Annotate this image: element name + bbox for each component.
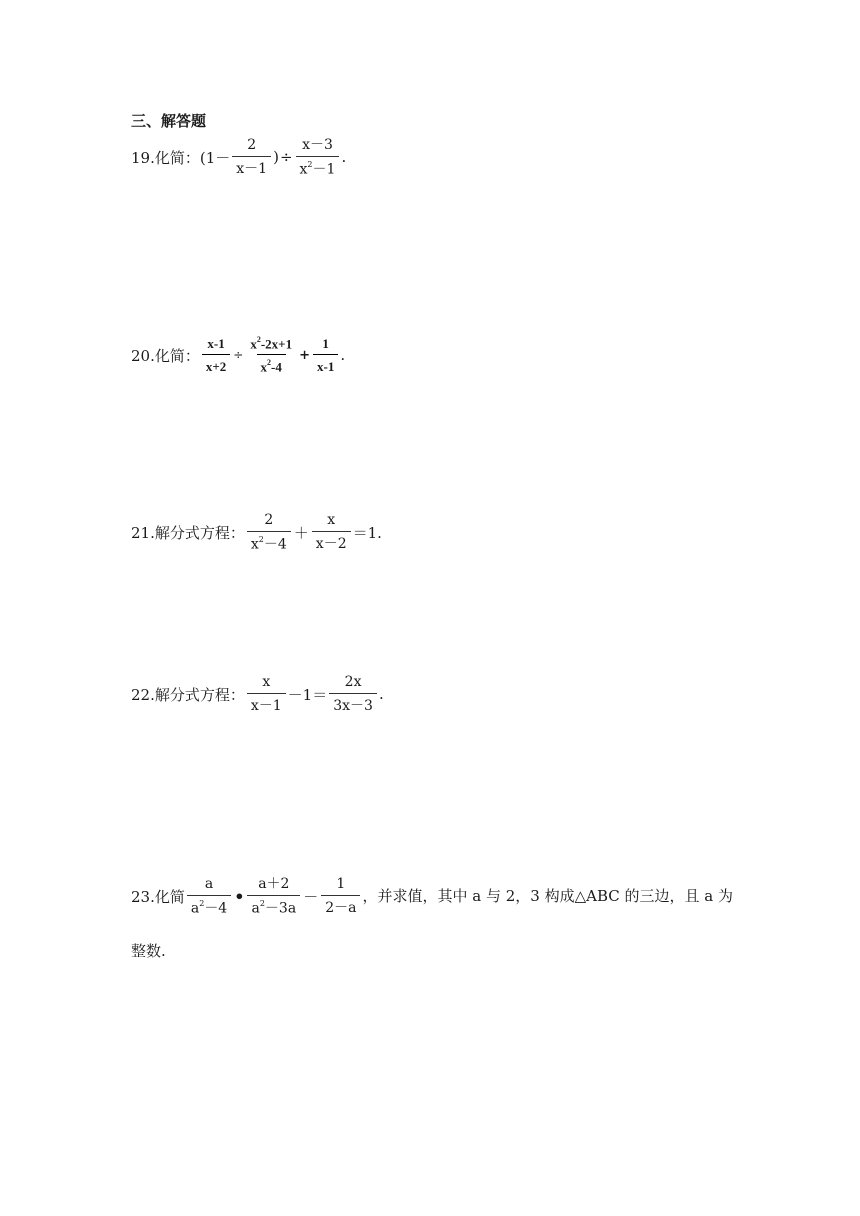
denominator: 2－a (321, 895, 360, 915)
fraction (313, 337, 338, 373)
numerator: $x^2-2x+1$ (250, 335, 293, 352)
divide-sign: ÷ (279, 148, 293, 167)
problem-22 (131, 675, 384, 713)
fraction (247, 877, 300, 916)
plus-sign: ＋ (293, 523, 309, 542)
numerator: 1 (322, 336, 329, 352)
multiply-dot: • (234, 886, 245, 906)
numerator: 2x (344, 674, 362, 690)
problem-23-continuation: 整数. (131, 941, 166, 960)
fraction (329, 675, 377, 713)
fraction (312, 513, 351, 551)
denominator: 3x－3 (329, 693, 377, 713)
denominator: x－2 (312, 531, 351, 551)
problem-21 (131, 513, 382, 552)
problem-23 (131, 877, 756, 961)
problem-20 (131, 337, 345, 374)
equation-middle: －1＝ (287, 685, 328, 704)
problem-19 (131, 138, 346, 177)
numerator: a (204, 876, 214, 892)
denominator: $a^2-3a$ (247, 895, 300, 916)
denominator: x－1 (247, 693, 286, 713)
problem-20-label: 20.化简： (131, 346, 200, 365)
problem-23-conditions: ，并求值，其中 a 与 2，3 构成△ABC 的三边，且 a 为 (362, 886, 733, 905)
period: . (378, 685, 384, 703)
divide-sign: ÷ (233, 348, 244, 363)
denominator: $x^2-4$ (247, 531, 291, 552)
section-title: 三、解答题 (131, 112, 207, 130)
numerator: a＋2 (258, 876, 290, 892)
denominator: $x^2-1$ (296, 156, 340, 177)
numerator: x－3 (302, 137, 333, 153)
fraction (247, 513, 291, 552)
fraction (187, 877, 231, 916)
fraction (232, 138, 271, 176)
equation-rhs: ＝1. (352, 523, 382, 542)
numerator: x-1 (207, 336, 225, 352)
numerator: 2 (247, 137, 257, 154)
denominator: x+2 (202, 354, 230, 373)
fraction (247, 675, 286, 713)
minus-sign: － (303, 887, 319, 906)
numerator: x (262, 674, 271, 690)
fraction (321, 877, 360, 915)
problem-19-label: 19.化简： (131, 148, 200, 167)
period: . (340, 346, 346, 365)
problem-23-label: 23.化简 (131, 887, 185, 906)
numerator: 2 (264, 512, 274, 528)
plus-sign: + (299, 347, 310, 363)
problem-22-label: 22.解分式方程： (131, 685, 245, 704)
numerator: 1 (336, 876, 346, 893)
fraction (202, 337, 230, 373)
paren-open: (1－ (199, 148, 231, 167)
paren-close: ) (273, 148, 279, 167)
fraction (296, 138, 340, 177)
numerator: x (327, 512, 336, 529)
denominator: $a^2-4$ (187, 895, 231, 916)
period: . (341, 148, 347, 167)
denominator: x－1 (232, 156, 271, 176)
fraction (246, 337, 296, 374)
problem-21-label: 21.解分式方程： (131, 523, 245, 542)
denominator: $x^2-4$ (257, 354, 286, 373)
denominator: x-1 (313, 354, 338, 373)
